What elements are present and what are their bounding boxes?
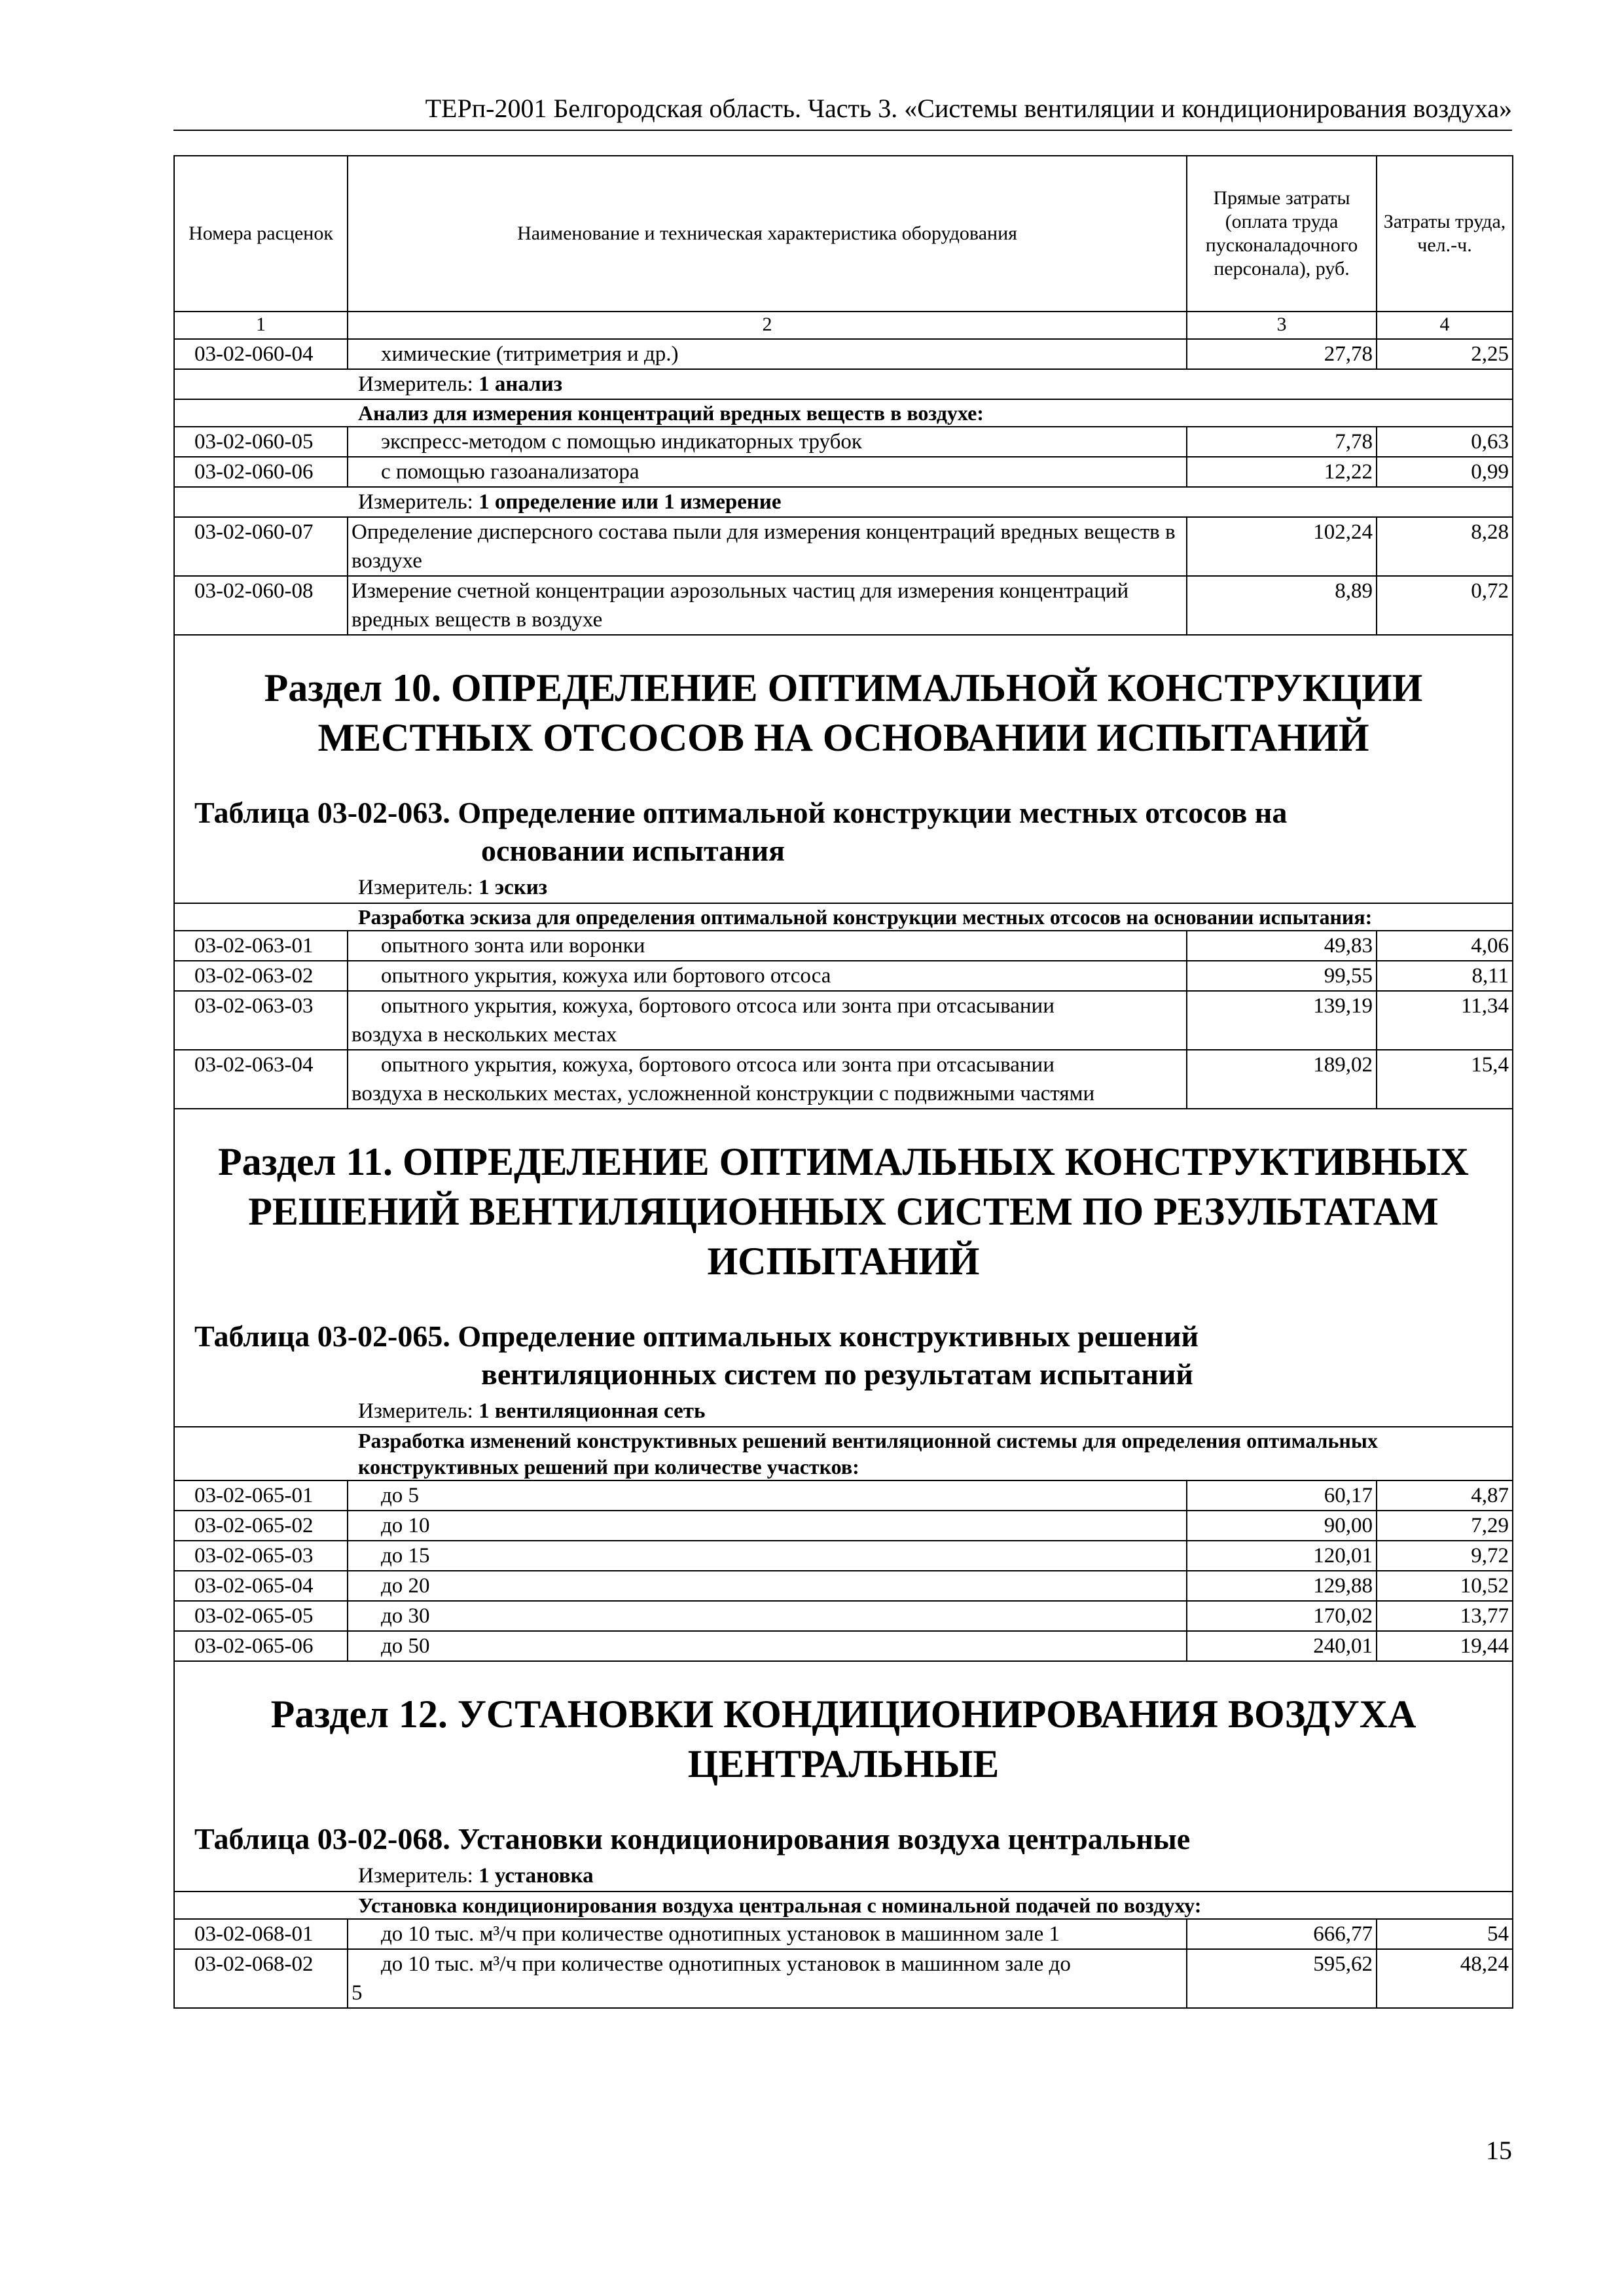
measure-label: Измеритель:	[358, 1399, 479, 1423]
measure-value: 1 установка	[478, 1864, 594, 1888]
table-row	[174, 1541, 1513, 1571]
rate-name: до 10 тыс. м³/ч при количестве однотипных установок в машинном зале 1	[348, 1919, 1187, 1949]
rate-cost: 102,24	[1187, 517, 1377, 576]
table-title: Таблица 03-02-065. Определение оптимальных конструктивных решений	[194, 1319, 1199, 1353]
measure-value: 1 вентиляционная сеть	[478, 1399, 706, 1423]
rate-name: с помощью газоанализатора	[348, 457, 1187, 487]
col-number-1: 1	[174, 312, 348, 339]
rate-cost: 139,19	[1187, 991, 1377, 1050]
rate-cost: 120,01	[1187, 1541, 1377, 1571]
table-row	[174, 1480, 1513, 1511]
rate-cost: 8,89	[1187, 576, 1377, 635]
measure-value: 1 анализ	[478, 372, 562, 396]
header-rule	[173, 130, 1512, 131]
group-row	[174, 1427, 1513, 1480]
table-row	[174, 1919, 1513, 1949]
rate-labor: 9,72	[1377, 1541, 1513, 1571]
rate-code: 03-02-063-04	[174, 1050, 348, 1109]
rate-labor: 4,87	[1377, 1480, 1513, 1511]
table-row	[174, 961, 1513, 991]
rate-code: 03-02-063-03	[174, 991, 348, 1050]
rate-name: до 30	[348, 1601, 1187, 1631]
table-row	[174, 517, 1513, 576]
rate-name: опытного укрытия, кожуха или бортового отсоса	[348, 961, 1187, 991]
measure-label: Измеритель:	[358, 1864, 479, 1888]
rate-name: химические (титриметрия и др.)	[348, 339, 1187, 369]
rate-name: до 20	[348, 1571, 1187, 1601]
table-title: Таблица 03-02-068. Установки кондиционирования воздуха центральные	[194, 1822, 1191, 1856]
section-header-row	[174, 1661, 1513, 1892]
rate-labor: 2,25	[1377, 339, 1513, 369]
col-number-4: 4	[1377, 312, 1513, 339]
group-title: Установка кондиционирования воздуха центральная с номинальной подачей по воздуху:	[174, 1892, 1513, 1919]
measure-value: 1 эскиз	[478, 876, 548, 899]
group-row	[174, 903, 1513, 931]
table-row	[174, 1050, 1513, 1109]
rate-cost: 90,00	[1187, 1511, 1377, 1541]
rate-cost: 595,62	[1187, 1949, 1377, 2008]
table-title-continued: основании испытания	[481, 834, 785, 867]
rate-cost: 129,88	[1187, 1571, 1377, 1601]
rate-code: 03-02-063-02	[174, 961, 348, 991]
rate-name-line: до 10 тыс. м³/ч при количестве однотипных установок в машинном зале до	[381, 1952, 1071, 1976]
table-title-continued: вентиляционных систем по результатам испытаний	[481, 1357, 1193, 1391]
group-row	[174, 399, 1513, 427]
table-row	[174, 457, 1513, 487]
rate-name: опытного зонта или воронки	[348, 931, 1187, 961]
table-row	[174, 339, 1513, 369]
rate-cost: 49,83	[1187, 931, 1377, 961]
rate-labor: 0,99	[1377, 457, 1513, 487]
table-row	[174, 1631, 1513, 1661]
section-header-row	[174, 635, 1513, 903]
section-header-row	[174, 1109, 1513, 1427]
col-header-name: Наименование и техническая характеристика оборудования	[348, 156, 1187, 312]
page-header: ТЕРп-2001 Белгородская область. Часть 3. «Системы вентиляции и кондиционирования воздуха»	[425, 94, 1512, 123]
rate-name	[348, 991, 1187, 1050]
rate-labor: 54	[1377, 1919, 1513, 1949]
rate-code: 03-02-063-01	[174, 931, 348, 961]
table-row	[174, 1511, 1513, 1541]
group-row	[174, 1892, 1513, 1919]
rate-name-line: опытного укрытия, кожуха, бортового отсоса или зонта при отсасывании	[381, 1053, 1055, 1077]
rate-name-line: 5	[352, 1981, 363, 2005]
rate-name: Измерение счетной концентрации аэрозольных частиц для измерения концентраций вредных веществ в воздухе	[348, 576, 1187, 635]
table-row	[174, 931, 1513, 961]
rate-code: 03-02-065-03	[174, 1541, 348, 1571]
table-row	[174, 576, 1513, 635]
col-number-2: 2	[348, 312, 1187, 339]
measure-row	[174, 369, 1513, 399]
rate-name-line: воздуха в нескольких местах	[352, 1023, 617, 1047]
column-numbers-row	[174, 312, 1513, 339]
rate-labor: 10,52	[1377, 1571, 1513, 1601]
rate-code: 03-02-060-04	[174, 339, 348, 369]
rate-labor: 8,28	[1377, 517, 1513, 576]
rate-name	[348, 1949, 1187, 2008]
measure-value: 1 определение или 1 измерение	[478, 490, 782, 514]
group-title: Разработка изменений конструктивных решений вентиляционной системы для определения оптимальных конструктивных решений при количестве участков:	[174, 1427, 1513, 1480]
table-row	[174, 1949, 1513, 2008]
section-title: Раздел 12. УСТАНОВКИ КОНДИЦИОНИРОВАНИЯ ВОЗДУХА ЦЕНТРАЛЬНЫЕ	[270, 1693, 1416, 1785]
rate-labor: 11,34	[1377, 991, 1513, 1050]
rates-table	[173, 155, 1512, 2009]
rate-code: 03-02-065-05	[174, 1601, 348, 1631]
rate-name-line: опытного укрытия, кожуха, бортового отсоса или зонта при отсасывании	[381, 994, 1055, 1018]
rate-code: 03-02-060-07	[174, 517, 348, 576]
rate-labor: 7,29	[1377, 1511, 1513, 1541]
measure-row	[174, 487, 1513, 517]
rate-cost: 60,17	[1187, 1480, 1377, 1511]
rate-name: до 15	[348, 1541, 1187, 1571]
rate-name: экспресс-методом с помощью индикаторных трубок	[348, 427, 1187, 457]
rate-code: 03-02-065-01	[174, 1480, 348, 1511]
rate-labor: 8,11	[1377, 961, 1513, 991]
rate-code: 03-02-060-08	[174, 576, 348, 635]
rate-name-line: воздуха в нескольких местах, усложненной конструкции с подвижными частями	[352, 1082, 1095, 1105]
measure-label: Измеритель:	[358, 490, 479, 514]
rate-name: до 5	[348, 1480, 1187, 1511]
table-title: Таблица 03-02-063. Определение оптимальной конструкции местных отсосов на	[194, 796, 1288, 829]
rate-labor: 4,06	[1377, 931, 1513, 961]
rate-cost: 189,02	[1187, 1050, 1377, 1109]
rate-code: 03-02-065-06	[174, 1631, 348, 1661]
rate-code: 03-02-060-06	[174, 457, 348, 487]
rate-name: до 50	[348, 1631, 1187, 1661]
rate-cost: 666,77	[1187, 1919, 1377, 1949]
rate-cost: 12,22	[1187, 457, 1377, 487]
table-row	[174, 991, 1513, 1050]
rate-labor: 0,63	[1377, 427, 1513, 457]
rate-labor: 0,72	[1377, 576, 1513, 635]
rate-code: 03-02-065-04	[174, 1571, 348, 1601]
rate-labor: 15,4	[1377, 1050, 1513, 1109]
col-number-3: 3	[1187, 312, 1377, 339]
rate-labor: 19,44	[1377, 1631, 1513, 1661]
rate-cost: 7,78	[1187, 427, 1377, 457]
rate-cost: 27,78	[1187, 339, 1377, 369]
group-title: Анализ для измерения концентраций вредных веществ в воздухе:	[174, 399, 1513, 427]
rate-code: 03-02-065-02	[174, 1511, 348, 1541]
section-title: Раздел 10. ОПРЕДЕЛЕНИЕ ОПТИМАЛЬНОЙ КОНСТРУКЦИИ МЕСТНЫХ ОТСОСОВ НА ОСНОВАНИИ ИСПЫТАНИЙ	[264, 666, 1423, 759]
measure-label: Измеритель:	[358, 876, 479, 899]
table-row	[174, 1571, 1513, 1601]
table-header-row	[174, 156, 1513, 312]
table-row	[174, 1601, 1513, 1631]
page-number: 15	[1486, 2136, 1512, 2165]
rate-cost: 170,02	[1187, 1601, 1377, 1631]
measure-label: Измеритель:	[358, 372, 479, 396]
rate-cost: 99,55	[1187, 961, 1377, 991]
rate-name: Определение дисперсного состава пыли для измерения концентраций вредных веществ в воздухе	[348, 517, 1187, 576]
table-row	[174, 427, 1513, 457]
rate-name: до 10	[348, 1511, 1187, 1541]
rate-labor: 48,24	[1377, 1949, 1513, 2008]
col-header-labor: Затраты труда, чел.-ч.	[1377, 156, 1513, 312]
section-title: Раздел 11. ОПРЕДЕЛЕНИЕ ОПТИМАЛЬНЫХ КОНСТРУКТИВНЫХ РЕШЕНИЙ ВЕНТИЛЯЦИОННЫХ СИСТЕМ ПО РЕЗУЛЬТАТАМ ИСПЫТАНИЙ	[218, 1140, 1469, 1283]
col-header-direct-costs: Прямые затраты (оплата труда пусконаладочного персонала), руб.	[1187, 156, 1377, 312]
rate-cost: 240,01	[1187, 1631, 1377, 1661]
rate-code: 03-02-060-05	[174, 427, 348, 457]
rate-labor: 13,77	[1377, 1601, 1513, 1631]
col-header-codes: Номера расценок	[174, 156, 348, 312]
group-title: Разработка эскиза для определения оптимальной конструкции местных отсосов на основании испытания:	[174, 903, 1513, 931]
rate-code: 03-02-068-02	[174, 1949, 348, 2008]
rate-name	[348, 1050, 1187, 1109]
rate-code: 03-02-068-01	[174, 1919, 348, 1949]
